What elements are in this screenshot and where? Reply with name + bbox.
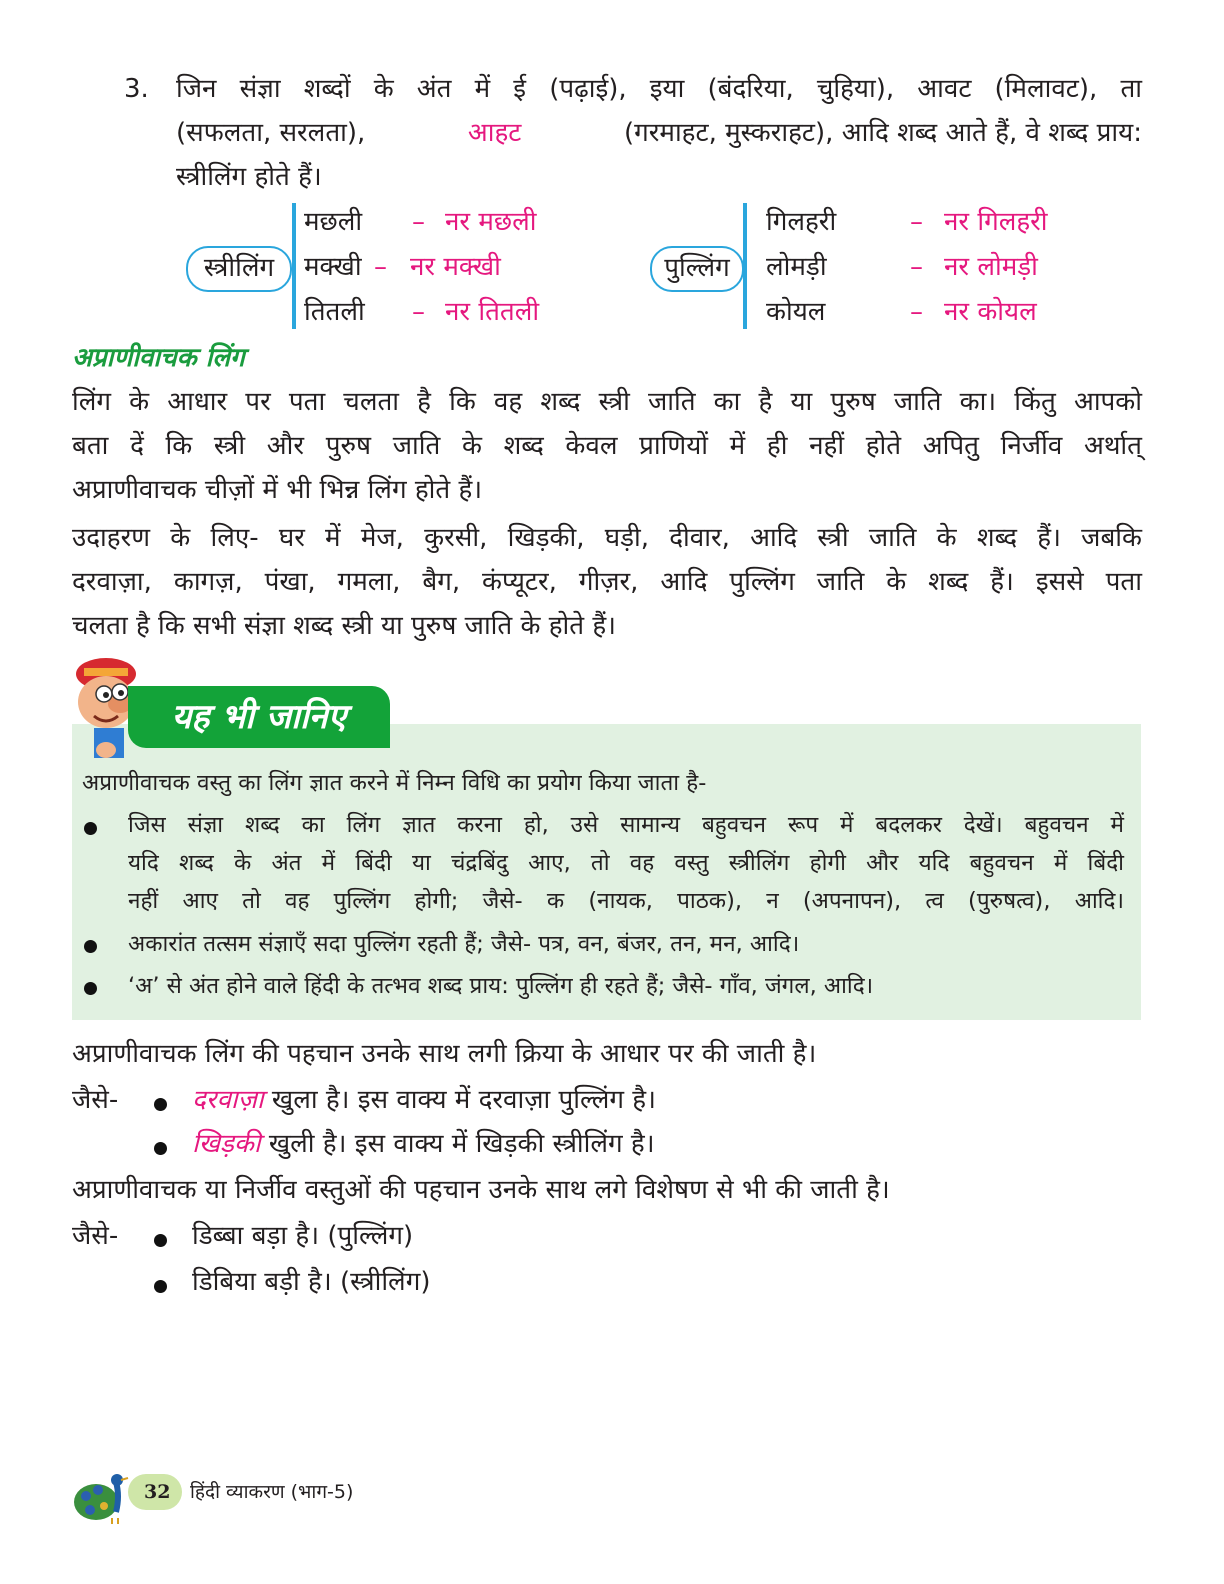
- right-divider: [743, 203, 747, 329]
- table-pair: नर तितली: [445, 297, 540, 327]
- point3-line3: स्त्रीलिंग होते हैं।: [176, 162, 322, 192]
- list-number: 3.: [124, 74, 149, 104]
- verb-example-1: [192, 1078, 656, 1122]
- table-dash: –: [374, 252, 387, 282]
- para1-line: लिंग के आधार पर पता चलता है कि वह शब्द स्त्री जाति का है या पुरुष जाति का। किंतु आपको: [72, 387, 1142, 417]
- box-bullet1-line: जिस संज्ञा शब्द का लिंग ज्ञात करना हो, उसे सामान्य बहुवचन रूप में बदलकर देखें। बहुवचन में: [128, 812, 1124, 838]
- table-word: मछली: [304, 207, 363, 237]
- book-title: हिंदी व्याकरण (भाग-5): [190, 1481, 354, 1503]
- example-label: जैसे-: [72, 1221, 119, 1251]
- verb-example-2: [192, 1122, 655, 1166]
- table-pair: नर मक्खी: [410, 252, 501, 282]
- table-word: लोमड़ी: [766, 252, 827, 282]
- para2-line: उदाहरण के लिए- घर में मेज, कुरसी, खिड़की, घड़ी, दीवार, आदि स्त्री जाति के शब्द हैं। जबकि: [72, 523, 1142, 553]
- left-divider: [292, 203, 296, 329]
- table-dash: –: [910, 207, 923, 237]
- table-dash: –: [412, 297, 425, 327]
- example-rest: खुला है। इस वाक्य में दरवाज़ा पुल्लिंग है।: [271, 1085, 656, 1115]
- table-dash: –: [412, 207, 425, 237]
- section-heading: अप्राणीवाचक लिंग: [72, 343, 245, 373]
- adj-example-2: डिबिया बड़ी है। (स्त्रीलिंग): [192, 1267, 431, 1297]
- para2-line: दरवाज़ा, कागज़, पंखा, गमला, बैग, कंप्यूटर, गीज़र, आदि पुल्लिंग जाति के शब्द हैं। इससे पता: [72, 567, 1142, 597]
- bullet-icon: [154, 1098, 167, 1111]
- para1-line: अप्राणीवाचक चीज़ों में भी भिन्न लिंग होते हैं।: [72, 475, 483, 505]
- table-pair: नर गिलहरी: [944, 207, 1048, 237]
- masculine-label: पुल्लिंग: [650, 246, 744, 292]
- point3-highlight: आहट: [467, 118, 522, 148]
- bullet-icon: [154, 1280, 167, 1293]
- example-rest: खुली है। इस वाक्य में खिड़की स्त्रीलिंग है।: [268, 1129, 655, 1159]
- box-bullet1-line: यदि शब्द के अंत में बिंदी या चंद्रबिंदु आए, तो वह वस्तु स्त्रीलिंग होगी और यदि बहुवचन में बिंदी: [128, 850, 1124, 876]
- bullet-icon: [154, 1142, 167, 1155]
- adj-rule-text: अप्राणीवाचक या निर्जीव वस्तुओं की पहचान उनके साथ लगे विशेषण से भी की जाती है।: [72, 1175, 890, 1205]
- table-word: कोयल: [766, 297, 826, 327]
- peacock-icon: [72, 1468, 136, 1524]
- table-word: मक्खी: [304, 252, 362, 282]
- point3-line2: [176, 111, 1142, 155]
- table-dash: –: [910, 297, 923, 327]
- box-bullet3: ‘अ’ से अंत होने वाले हिंदी के तत्भव शब्द प्राय: पुल्लिंग ही रहते हैं; जैसे- गाँव, जंगल, आदि।: [128, 973, 874, 999]
- example-word: खिड़की: [192, 1129, 261, 1159]
- example-word: दरवाज़ा: [192, 1085, 264, 1115]
- bullet-icon: [84, 982, 97, 995]
- table-pair: नर कोयल: [944, 297, 1037, 327]
- table-pair: नर लोमड़ी: [944, 252, 1038, 282]
- table-dash: –: [910, 252, 923, 282]
- example-label: जैसे-: [72, 1085, 119, 1115]
- know-box-title: यह भी जानिए: [128, 686, 390, 748]
- box-bullet1-line: नहीं आए तो वह पुल्लिंग होगी; जैसे- क (नायक, पाठक), न (अपनापन), त्व (पुरुषत्व), आदि।: [128, 888, 1124, 914]
- box-intro: अप्राणीवाचक वस्तु का लिंग ज्ञात करने में निम्न विधि का प्रयोग किया जाता है-: [82, 770, 707, 796]
- table-word: गिलहरी: [766, 207, 837, 237]
- para1-line: बता दें कि स्त्री और पुरुष जाति के शब्द केवल प्राणियों में ही नहीं होते अपितु निर्जीव अर्थात्: [72, 431, 1142, 461]
- table-pair: नर मछली: [445, 207, 537, 237]
- point3-line2-start: (सफलता, सरलता),: [176, 118, 366, 148]
- adj-example-1: डिब्बा बड़ा है। (पुल्लिंग): [192, 1221, 414, 1251]
- bullet-icon: [84, 822, 97, 835]
- feminine-label: स्त्रीलिंग: [186, 246, 292, 292]
- bullet-icon: [84, 940, 97, 953]
- box-bullet2: अकारांत तत्सम संज्ञाएँ सदा पुल्लिंग रहती हैं; जैसे- पत्र, वन, बंजर, तन, मन, आदि।: [128, 931, 800, 957]
- bullet-icon: [154, 1234, 167, 1247]
- verb-rule-text: अप्राणीवाचक लिंग की पहचान उनके साथ लगी क्रिया के आधार पर की जाती है।: [72, 1039, 817, 1069]
- table-word: तितली: [304, 297, 365, 327]
- point3-line1: जिन संज्ञा शब्दों के अंत में ई (पढ़ाई), इया (बंदरिया, चुहिया), आवट (मिलावट), ता: [176, 74, 1142, 104]
- point3-line2-end: (गरमाहट, मुस्कराहट), आदि शब्द आते हैं, वे शब्द प्राय:: [623, 118, 1142, 148]
- page-number: 32: [144, 1481, 171, 1503]
- para2-line: चलता है कि सभी संज्ञा शब्द स्त्री या पुरुष जाति के होते हैं।: [72, 611, 617, 641]
